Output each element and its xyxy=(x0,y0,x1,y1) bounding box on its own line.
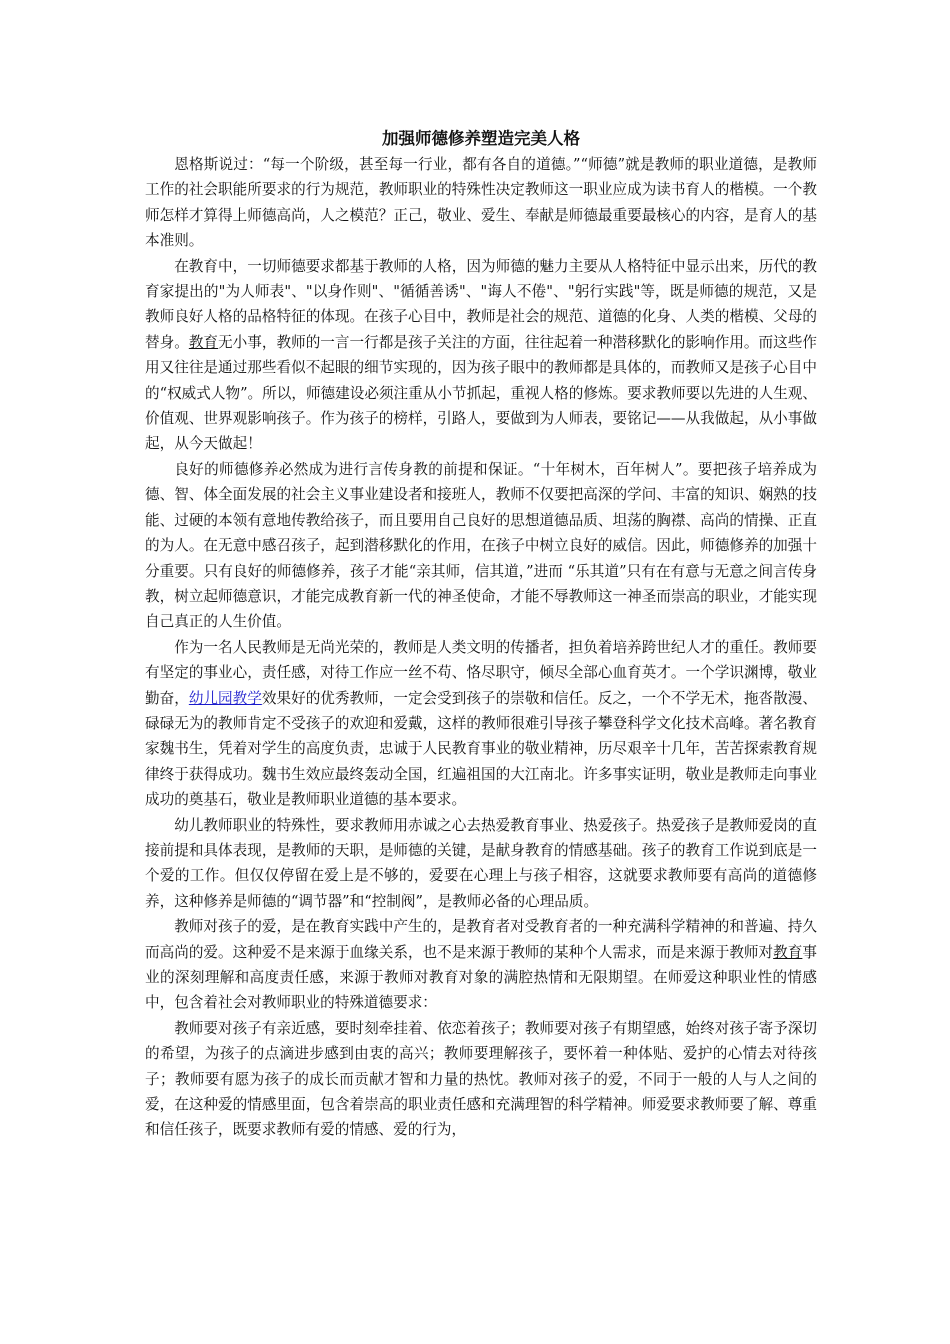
kindergarten-teaching-link[interactable]: 幼儿园教学 xyxy=(188,689,262,707)
paragraph-text: 教师要对孩子有亲近感，要时刻牵挂着、依恋着孩子；教师要对孩子有期望感，始终对孩子寄予深切的希望，为孩子的点滴进步感到由衷的高兴；教师要理解孩子，要怀着一种体贴、爱护的心情去对待孩子；教师要有愿为孩子的成长而贡献才智和力量的热忱。教师对孩子的爱，不同于一般的人与人之间的爱，在这种爱的情感里面，包含着崇高的职业责任感和充满理智的科学精神。师爱要求教师要了解、尊重和信任孩子，既要求教师有爱的情感、爱的行为， xyxy=(145,1019,817,1139)
paragraph-text: 在教育中，一切师德要求都基于教师的人格，因为师德的魅力主要从人格特征中显示出来，历代的教育家提出的"为人师表"、"以身作则"、"循循善诱"、"诲人不倦"、"躬行实践"等，既是师德的规范，又是教师良好人格的品格特征的体现。在孩子心目中，教师是社会的规范、道德的化身、人类的楷模、父母的替身。 xyxy=(145,257,817,351)
paragraph-text: 教师对孩子的爱，是在教育实践中产生的，是教育者对受教育者的一种充满科学精神的和普遍、持久而高尚的爱。这种爱不是来源于血缘关系，也不是来源于教师的某种个人需求，而是来源于教师对 xyxy=(145,918,817,961)
paragraph-4 xyxy=(145,635,817,813)
underlined-term: 教育 xyxy=(773,943,803,961)
paragraph-text: 良好的师德修养必然成为进行言传身教的前提和保证。“十年树木，百年树人”。要把孩子培养成为德、智、体全面发展的社会主义事业建设者和接班人，教师不仅要把高深的学问、丰富的知识、娴熟的技能、过硬的本领有意地传教给孩子，而且要用自己良好的思想道德品质、坦荡的胸襟、高尚的情操、正直的为人。在无意中感召孩子，起到潜移默化的作用，在孩子中树立良好的威信。因此，师德修养的加强十分重要。只有良好的师德修养，孩子才能“亲其师，信其道，”进而 “乐其道”只有在有意与无意之间言传身教，树立起师德意识，才能完成教育新一代的神圣使命，才能不辱教师这一神圣而崇高的职业，才能实现自己真正的人生价值。 xyxy=(145,460,817,631)
paragraph-7 xyxy=(145,1016,817,1143)
paragraph-text: 作为一名人民教师是无尚光荣的，教师是人类文明的传播者，担负着培养跨世纪人才的重任。教师要有坚定的事业心，责任感，对待工作应一丝不苟、恪尽职守，倾尽全部心血育英才。一个学识渊博，敬业勤奋， xyxy=(145,638,817,707)
paragraph-text: 幼儿教师职业的特殊性，要求教师用赤诚之心去热爱教育事业、热爱孩子。热爱孩子是教师爱岗的直接前提和具体表现，是教师的天职，是师德的关键，是献身教育的情感基础。孩子的教育工作说到底是一个爱的工作。但仅仅停留在爱上是不够的，爱要在心理上与孩子相容，这就要求教师要有高尚的道德修养，这种修养是师德的“调节器”和“控制阀”，是教师必备的心理品质。 xyxy=(145,816,817,910)
paragraph-6 xyxy=(145,914,817,1016)
document-title: 加强师德修养塑造完美人格 xyxy=(382,129,580,148)
paragraph-text: 事业的深刻理解和高度责任感，来源于教师对教育对象的满腔热情和无限期望。在师爱这种职业性的情感中，包含着社会对教师职业的特殊道德要求： xyxy=(145,943,817,1012)
paragraph-2 xyxy=(145,254,817,457)
paragraph-text: 效果好的优秀教师，一定会受到孩子的崇敬和信任。反之，一个不学无术，拖沓散漫、碌碌无为的教师肯定不受孩子的欢迎和爱戴，这样的教师很难引导孩子攀登科学文化技术高峰。著名教育家魏书生，凭着对学生的高度负责，忠诚于人民教育事业的敬业精神，历尽艰辛十几年，苦苦探索教育规律终于获得成功。魏书生效应最终轰动全国，红遍祖国的大江南北。许多事实证明，敬业是教师走向事业成功的奠基石，敬业是教师职业道德的基本要求。 xyxy=(145,689,817,809)
document-page xyxy=(145,120,817,1143)
paragraph-text: 恩格斯说过：“每一个阶级，甚至每一行业，都有各自的道德。”“师德”就是教师的职业道德，是教师工作的社会职能所要求的行为规范，教师职业的特殊性决定教师这一职业应成为读书育人的楷模。一个教师怎样才算得上师德高尚，人之模范？正己，敬业、爱生、奉献是师德最重要最核心的内容，是育人的基本准则。 xyxy=(145,156,817,250)
underlined-term: 教育 xyxy=(188,333,219,351)
paragraph-3 xyxy=(145,457,817,635)
paragraph-text: 无小事，教师的一言一行都是孩子关注的方面，往往起着一种潜移默化的影响作用。而这些作用又往往是通过那些看似不起眼的细节实现的，因为孩子眼中的教师都是具体的，而教师又是孩子心目中的“权威式人物”。所以，师德建设必须注重从小节抓起，重视人格的修炼。要求教师要以先进的人生观、价值观、世界观影响孩子。作为孩子的榜样，引路人，要做到为人师表，要铭记——从我做起，从小事做起，从今天做起！ xyxy=(145,333,817,453)
paragraph-1 xyxy=(145,152,817,254)
paragraph-5 xyxy=(145,813,817,915)
